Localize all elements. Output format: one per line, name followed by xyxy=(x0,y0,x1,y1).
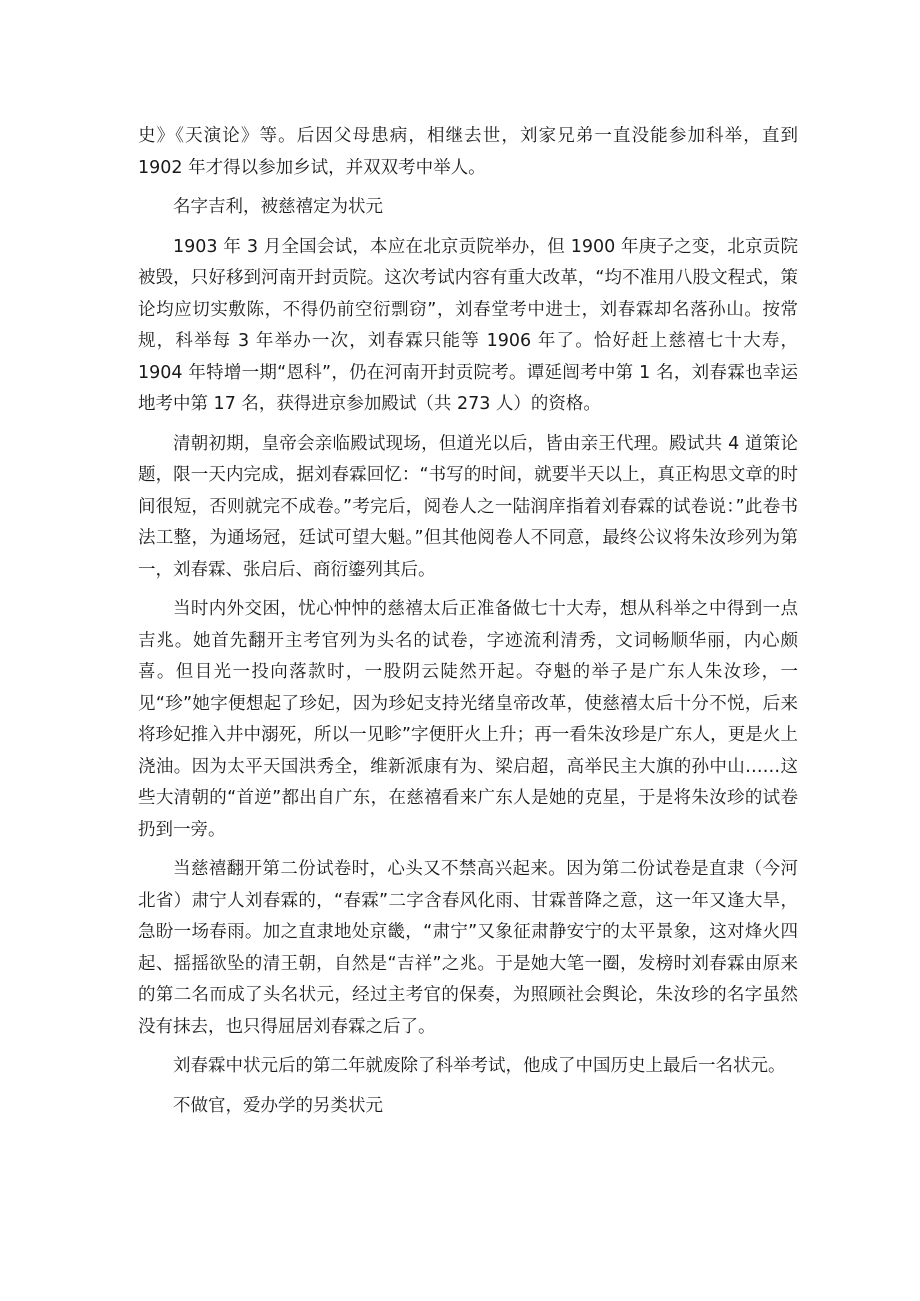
paragraph-palace-exam: 清朝初期，皇帝会亲临殿试现场，但道光以后，皆由亲王代理。殿试共 4 道策论题，限一天内完成，据刘春霖回忆：“书写的时间，就要半天以上，真正构思文章的时间很短，否则就完不成卷。”考完后，阅卷人之一陆润庠指着刘春霖的试卷说：”此卷书法工整，为通场冠，廷试可望大魁。”但其他阅卷人不同意，最终公议将朱汝珍列为第一，刘春霖、张启后、商衍鎏列其后。 xyxy=(138,433,798,580)
paragraph-cixi-first-paper: 当时内外交困，忧心忡忡的慈禧太后正准备做七十大寿，想从科举之中得到一点吉兆。她首先翻开主考官列为头名的试卷，字迹流利清秀，文词畅顺华丽，内心颇喜。但目光一投向落款时，一股阴云陡然开起。夺魁的举子是广东人朱汝珍，一见“珍”她字便想起了珍妃，因为珍妃支持光绪皇帝改革，使慈禧太后十分不悦，后来将珍妃推入井中溺死，所以一见畛”字便肝火上升；再一看朱汝珍是广东人，更是火上浇油。因为太平天国洪秀全，维新派康有为、梁启超，高举民主大旗的孙中山……这些大清朝的“首逆”都出自广东，在慈禧看来广东人是她的克星，于是将朱汝珍的试卷扔到一旁。 xyxy=(138,599,798,840)
section-heading-auspicious-name: 名字吉利，被慈禧定为状元 xyxy=(173,197,383,217)
paragraph-continuation: 史》《天演论》等。后因父母患病，相继去世，刘家兄弟一直没能参加科举，直到 1902 年才得以参加乡试，并双双考中举人。 xyxy=(138,126,798,178)
paragraph-last-zhuangyuan: 刘春霖中状元后的第二年就废除了科举考试，他成了中国历史上最后一名状元。 xyxy=(173,1056,786,1076)
paragraph-1903-exam: 1903 年 3 月全国会试，本应在北京贡院举办，但 1900 年庚子之变，北京贡院被毁，只好移到河南开封贡院。这次考试内容有重大改革，“均不准用八股文程式，策论均应切实敷陈，不得仍前空衍剽窃”，刘春堂考中进士，刘春霖却名落孙山。按常规，科举每 3 年举办一次，刘春霖只能等 1906 年了。恰好赶上慈禧七十大寿，1904 年特增一期“恩科”，仍在河南开封贡院考。谭延闿考中第 1 名，刘春霖也幸运地考中第 17 名，获得进京参加殿试（共 273 人）的资格。 xyxy=(138,236,798,414)
paragraph-cixi-second-paper: 当慈禧翻开第二份试卷时，心头又不禁高兴起来。因为第二份试卷是直隶（今河北省）肃宁人刘春霖的，“春霖”二字含春风化雨、甘霖普降之意，这一年又逢大旱，急盼一场春雨。加之直隶地处京畿，“肃宁”又象征肃静安宁的太平景象，这对烽火四起、摇摇欲坠的清王朝，自然是“吉祥”之兆。于是她大笔一圈，发榜时刘春霖由原来的第二名而成了头名状元，经过主考官的保奏，为照顾社会舆论，朱汝珍的名字虽然没有抹去，也只得屈居刘春霖之后了。 xyxy=(138,859,798,1037)
document-body xyxy=(138,121,798,1130)
section-heading-education: 不做官，爱办学的另类状元 xyxy=(173,1095,383,1116)
